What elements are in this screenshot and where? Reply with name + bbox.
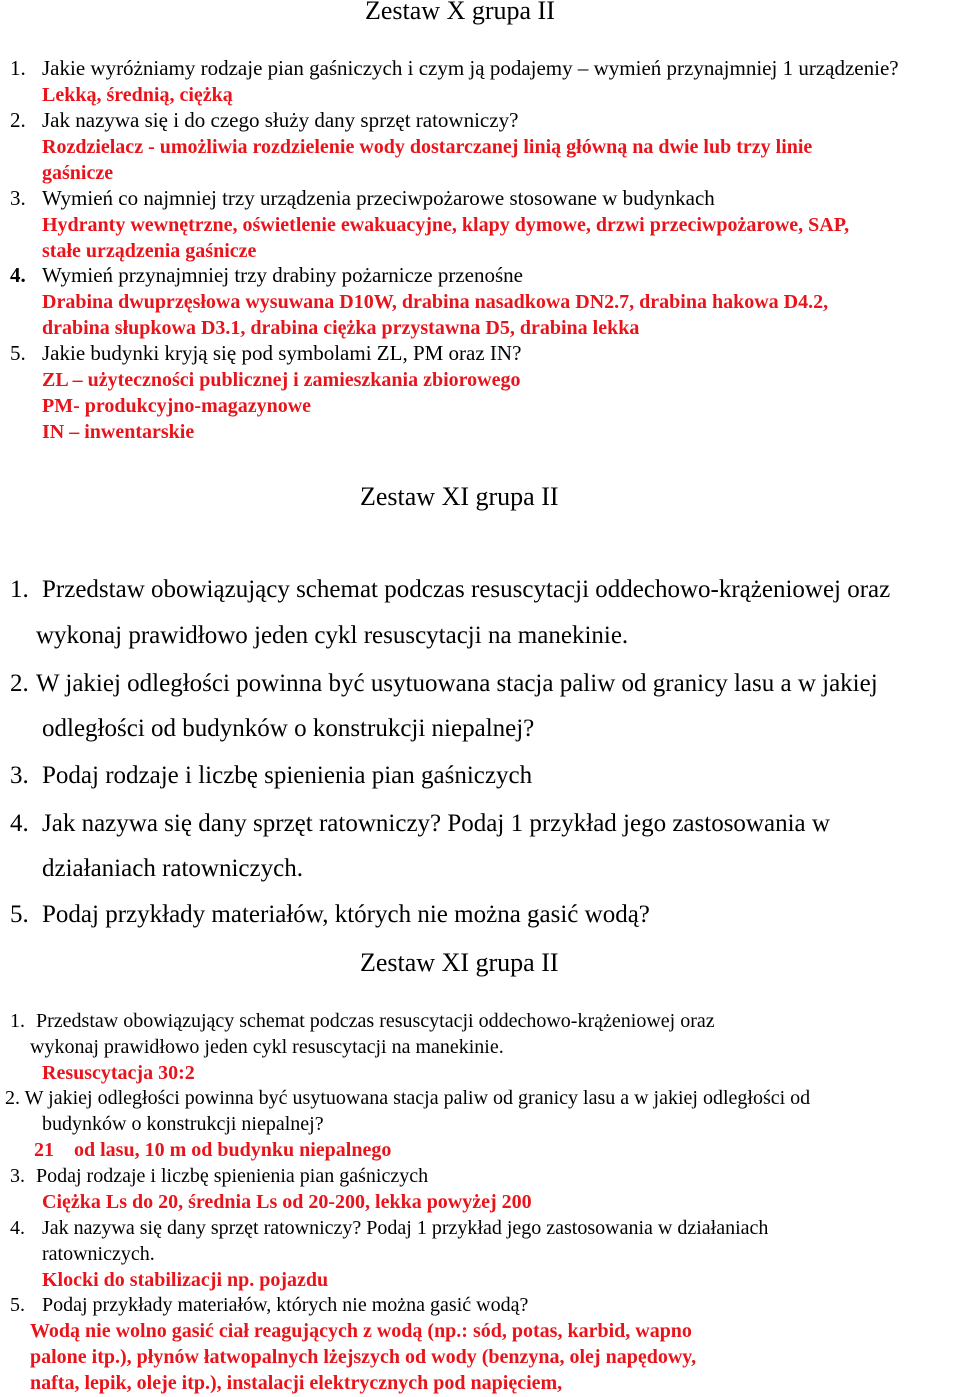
set1-q1-question: Jakie wyróżniamy rodzaje pian gaśniczych i czym ją podajemy – wymień przynajmniej 1 urządzenie? (42, 56, 899, 80)
set1-q3-answer-line1: Hydranty wewnętrzne, oświetlenie ewakuacyjne, klapy dymowe, drzwi przeciwpożarowe, SAP, (42, 214, 850, 236)
set2-q1-number: 1. (10, 576, 29, 603)
set3-q1-answer: Resuscytacja 30:2 (42, 1062, 195, 1084)
set3-q2-question-line2: budynków o konstrukcji niepalnej? (42, 1113, 324, 1135)
set2-q1-question-line1: Przedstaw obowiązujący schemat podczas resuscytacji oddechowo-krążeniowej oraz (42, 576, 891, 603)
set3-q4-answer: Klocki do stabilizacji np. pojazdu (42, 1269, 329, 1291)
set3-q1-question-line1: Przedstaw obowiązujący schemat podczas resuscytacji oddechowo-krążeniowej oraz (36, 1010, 715, 1032)
set1-q4-number: 4. (10, 263, 26, 287)
set1-q5-question: Jakie budynki kryją się pod symbolami ZL, PM oraz IN? (42, 341, 522, 365)
set3-q4-question-line1: Jak nazywa się dany sprzęt ratowniczy? Podaj 1 przykład jego zastosowania w działaniach (42, 1217, 769, 1239)
set3-q3-number: 3. (10, 1165, 25, 1187)
set1-q5-answer-line2: PM- produkcyjno-magazynowe (42, 395, 312, 417)
set1-title: Zestaw X grupa II (365, 0, 555, 25)
set2-q4-question-line2: działaniach ratowniczych. (42, 855, 303, 882)
set3-q2-answer: 21 od lasu, 10 m od budynku niepalnego (34, 1139, 392, 1161)
set1-q4-question: Wymień przynajmniej trzy drabiny pożarnicze przenośne (42, 263, 523, 287)
set3-q1-number: 1. (10, 1010, 25, 1032)
set2-q3-number: 3. (10, 762, 29, 789)
set1-q2-answer-line2: gaśnicze (42, 162, 114, 184)
set1-q5-answer-line3: IN – inwentarskie (42, 421, 195, 443)
set3-q3-question: Podaj rodzaje i liczbę spienienia pian gaśniczych (36, 1165, 429, 1187)
set2-q5-number: 5. (10, 901, 29, 928)
set2-q2-number: 2. (10, 670, 29, 697)
set3-title: Zestaw XI grupa II (360, 948, 559, 977)
set1-q4-answer-line2: drabina słupkowa D3.1, drabina ciężka przystawna D5, drabina lekka (42, 317, 640, 339)
set2-q4-question-line1: Jak nazywa się dany sprzęt ratowniczy? Podaj 1 przykład jego zastosowania w (42, 810, 830, 837)
set1-q2-number: 2. (10, 108, 26, 132)
set3-q5-answer-line3: nafta, lepik, oleje itp.), instalacji elektrycznych pod napięciem, (30, 1372, 563, 1394)
set1-q2-answer-line1: Rozdzielacz - umożliwia rozdzielenie wody dostarczanej linią główną na dwie lub trzy linie (42, 136, 813, 158)
set1-q5-answer-line1: ZL – użyteczności publicznej i zamieszkania zbiorowego (42, 369, 521, 391)
set2-title: Zestaw XI grupa II (360, 482, 559, 511)
set3-q5-question: Podaj przykłady materiałów, których nie można gasić wodą? (42, 1294, 529, 1316)
set1-q1-number: 1. (10, 56, 26, 80)
set1-q3-number: 3. (10, 186, 26, 210)
set3-q1-question-line2: wykonaj prawidłowo jeden cykl resuscytacji na manekinie. (30, 1036, 504, 1058)
set3-q2-question-line1: 2. W jakiej odległości powinna być usytuowana stacja paliw od granicy lasu a w jakiej odległości od (5, 1087, 811, 1109)
set2-q2-question-line2: odległości od budynków o konstrukcji niepalnej? (42, 715, 535, 742)
set3-q5-answer-line1: Wodą nie wolno gasić ciał reagujących z wodą (np.: sód, potas, karbid, wapno (30, 1320, 692, 1342)
set1-q5-number: 5. (10, 341, 26, 365)
set1-q4-answer-line1: Drabina dwuprzęsłowa wysuwana D10W, drabina nasadkowa DN2.7, drabina hakowa D4.2, (42, 291, 829, 313)
set1-q3-question: Wymień co najmniej trzy urządzenia przeciwpożarowe stosowane w budynkach (42, 186, 715, 210)
set3-q4-number: 4. (10, 1217, 25, 1239)
set1-q1-answer: Lekką, średnią, ciężką (42, 84, 233, 106)
set3-q5-number: 5. (10, 1294, 25, 1316)
set2-q5-question: Podaj przykłady materiałów, których nie można gasić wodą? (42, 901, 650, 928)
set2-q1-question-line2: wykonaj prawidłowo jeden cykl resuscytacji na manekinie. (36, 622, 629, 649)
set2-q4-number: 4. (10, 810, 29, 837)
set3-q4-question-line2: ratowniczych. (42, 1243, 155, 1265)
set2-q3-question: Podaj rodzaje i liczbę spienienia pian gaśniczych (42, 762, 533, 789)
set3-q5-answer-line2: palone itp.), płynów łatwopalnych lżejszych od wody (benzyna, olej napędowy, (30, 1346, 697, 1368)
set3-q3-answer: Ciężka Ls do 20, średnia Ls od 20-200, lekka powyżej 200 (42, 1191, 532, 1213)
set1-q2-question: Jak nazywa się i do czego służy dany sprzęt ratowniczy? (42, 108, 519, 132)
set1-q3-answer-line2: stałe urządzenia gaśnicze (42, 240, 257, 262)
set2-q2-question-line1: W jakiej odległości powinna być usytuowana stacja paliw od granicy lasu a w jakiej (36, 670, 878, 697)
